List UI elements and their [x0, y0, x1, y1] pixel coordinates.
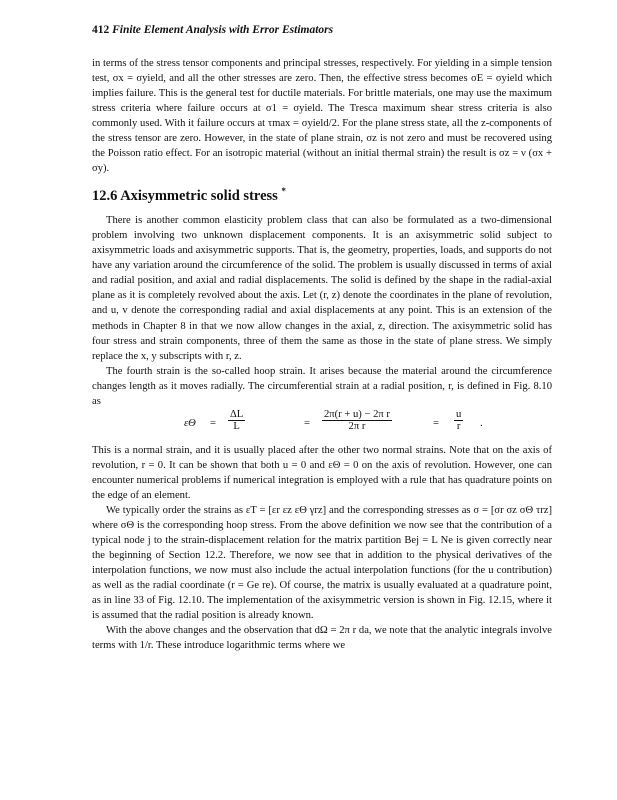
- fraction-denominator: L: [233, 420, 240, 432]
- paragraph-yield-criteria: in terms of the stress tensor components and principal stresses, respectively. For yielding in a simple tension test, σx = σyield, and all the other stresses are zero. Then, the effective stress becomes σE = σyield which implies failure. This is the general test for ductile materials. For brittle materials, one may use the maximum stress criteria where failure occurs at σ1 = σyield. The Tresca maximum shear stress criteria is also commonly used. With it failure occurs at τmax = σyield/2. For the plane stress state, all the z-components of the stress tensor are zero. However, in the state of plane strain, σz is not zero and must be recovered using the Poisson ratio effect. For an isotropic material (without an initial thermal strain) the result is σz = ν (σx + σy).: [92, 58, 552, 175]
- paragraph-strain-ordering: We typically order the strains as εT = [εr εz εΘ γrz] and the corresponding stresses as σ = [σr σz σΘ τrz] where σΘ is the corresponding hoop stress. From the above definition we now see that the contribution of a typical node j to the strain-displacement relation for the matrix partition Bej = L Ne is given correctly near the beginning of Section 12.2. Therefore, we now see that in addition to the physical derivatives of the interpolation functions, we now must also include the actual interpolation functions (for the u contribution) as well as the radial coordinate (r = Ge re). Of course, the matrix is usually evaluated at a quadrature point, as in line 33 of Fig. 12.10. The implementation of the axisymmetric version is shown in Fig. 12.15, where it is assumed that the radial position is already known.: [92, 505, 552, 622]
- running-header: [92, 24, 552, 36]
- paragraph-hoop-strain: The fourth strain is the so-called hoop strain. It arises because the material around the circumference changes length as it moves radially. The circumferential strain at a radial position, r, is defined in Fig. 8.10 as: [92, 365, 552, 407]
- paragraph-integrals: With the above changes and the observation that dΩ = 2π r da, we note that the analytic integrals involve terms with 1/r. These introduce logarithmic terms where we: [92, 625, 552, 652]
- fraction-delta-l: [228, 409, 245, 432]
- section-heading: [92, 186, 552, 205]
- fraction-numerator: u: [456, 408, 462, 420]
- fraction-numerator: 2π(r + u) − 2π r: [324, 408, 390, 420]
- fraction-circumference: [322, 409, 392, 432]
- fraction-u-over-r: [454, 409, 463, 432]
- equals-sign: =: [304, 417, 310, 429]
- section-footnote-mark: *: [281, 186, 286, 197]
- equation-period: .: [480, 417, 483, 429]
- fraction-numerator: ΔL: [230, 408, 244, 420]
- hoop-strain-equation: [92, 409, 552, 443]
- page: [92, 24, 552, 653]
- section-title: 12.6 Axisymmetric solid stress: [92, 188, 278, 205]
- book-title: Finite Element Analysis with Error Estimators: [112, 24, 334, 36]
- fraction-denominator: r: [456, 420, 461, 432]
- fraction-denominator: 2π r: [348, 420, 366, 432]
- page-number: 412: [92, 24, 110, 36]
- paragraph-axisymmetric-intro: There is another common elasticity problem class that can also be formulated as a two-dimensional problem involving two unknown displacement components. It is an axisymmetric solid subject to axisymmetric loads and axisymmetric supports. That is, the geometry, properties, loads, and supports do not have any variation around the circumference of the solid. The problem is usually discussed in terms of axial and radial position, and axial and radial displacements. The solid is defined by the shape in the radial-axial plane as it is completely revolved about the axis. Let (r, z) denote the coordinates in the plane of revolution, and u, v denote the corresponding radial and axial displacements at any point. This is an extension of the methods in Chapter 8 in that we now allow changes in the axial, z, direction. The axisymmetric solid has four stress and strain components, three of them the same as those in the state of plane stress. We simply replace the x, y subscripts with r, z.: [92, 215, 552, 362]
- paragraph-normal-strain: This is a normal strain, and it is usually placed after the other two normal strains. Note that on the axis of revolution, r = 0. It can be shown that both u = 0 and εΘ = 0 on the axis of revolution. However, one can encounter numerical problems if numerical integration is employed with a rule that has quadrature points on the edge of an element.: [92, 444, 552, 501]
- equals-sign: =: [210, 417, 216, 429]
- equals-sign: =: [433, 417, 439, 429]
- equation-lhs: εΘ: [184, 417, 196, 429]
